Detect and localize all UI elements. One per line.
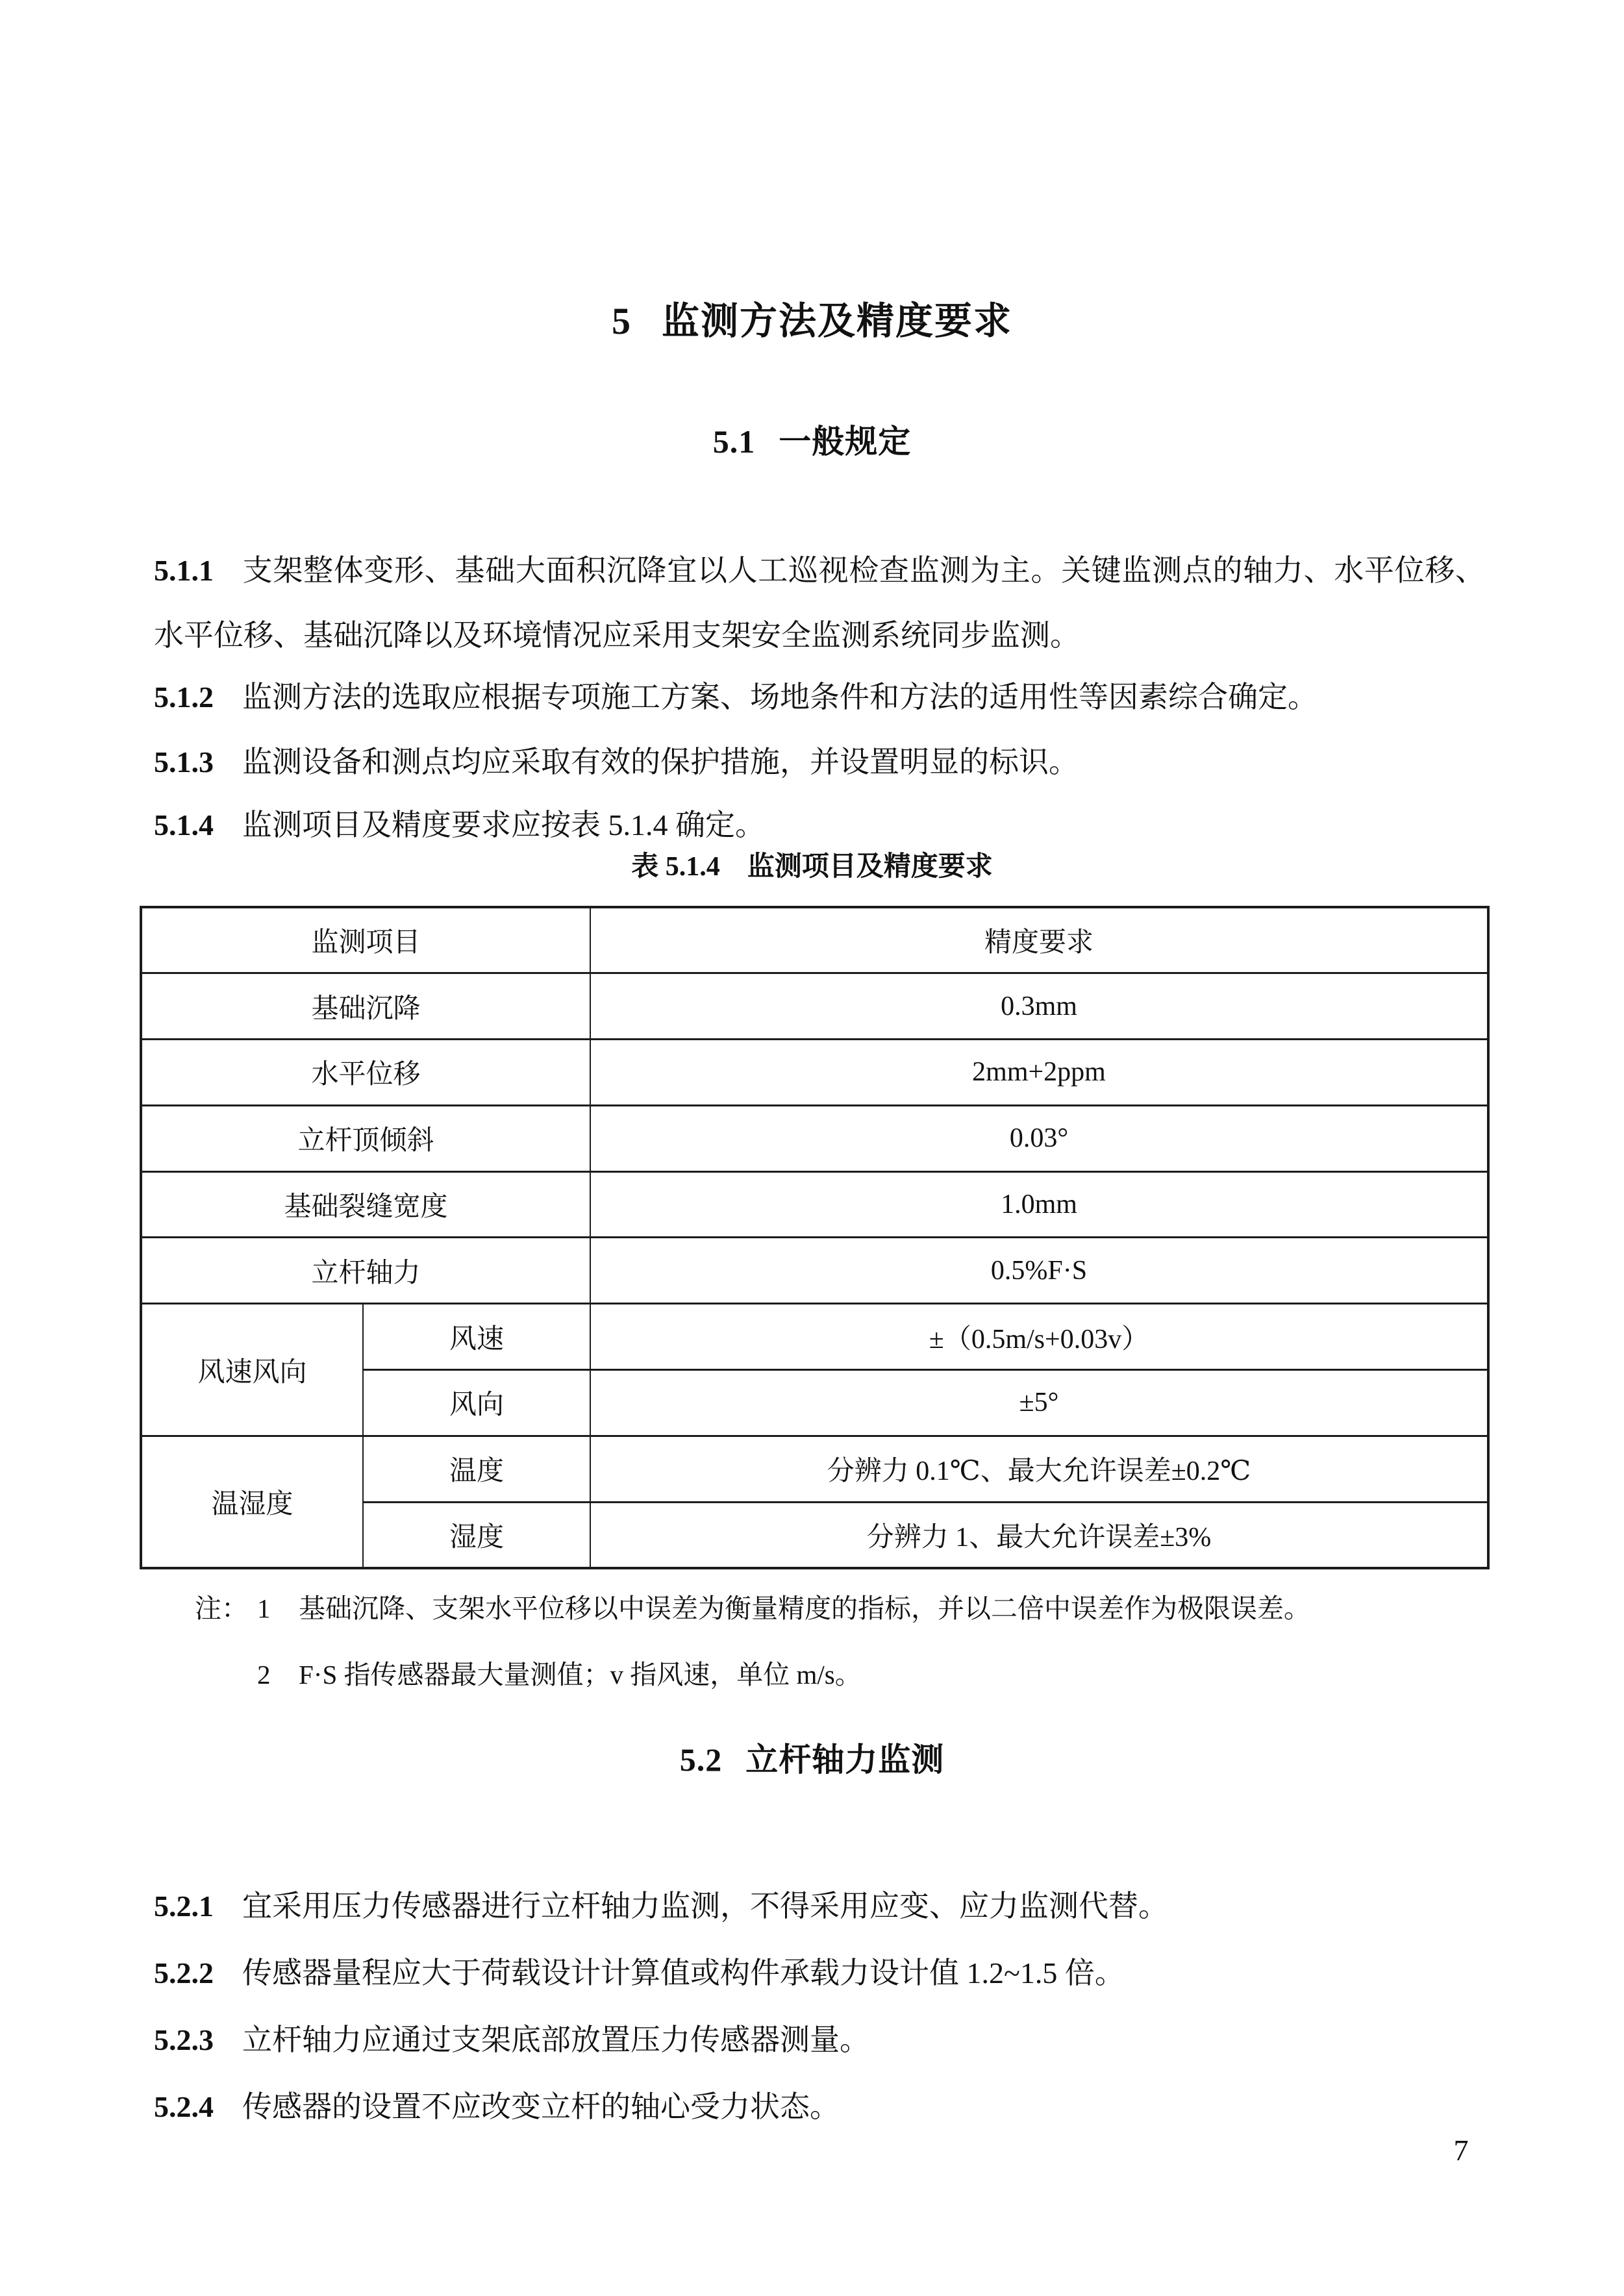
note-label: 注：: [195, 1593, 248, 1623]
table-caption: 表 5.1.4 监测项目及精度要求: [631, 852, 993, 882]
group-label-temp-humidity: 温湿度: [141, 1436, 363, 1568]
clause-5-1-1-number: 5.1.1: [154, 554, 214, 587]
row-requirement: 1.0mm: [590, 1171, 1488, 1238]
section-5-1-number: 5.1: [712, 423, 756, 460]
section-5-2-title: 立杆轴力监测: [745, 1741, 945, 1778]
clause-5-2-4-text: 传感器的设置不应改变立杆的轴心受力状态。: [242, 2090, 840, 2123]
table-row: [141, 1171, 1488, 1238]
row-item: 水平位移: [141, 1040, 590, 1106]
table-row: [141, 1304, 1488, 1370]
clause-5-1-3-text: 监测设备和测点均应采取有效的保护措施，并设置明显的标识。: [242, 745, 1079, 779]
subrow-item: 风向: [363, 1370, 590, 1436]
chapter-number: 5: [611, 300, 632, 342]
subrow-item: 风速: [363, 1304, 590, 1370]
section-heading-5-1: [0, 419, 1624, 464]
row-item: 基础沉降: [141, 973, 590, 1040]
note-2-number: 2: [257, 1660, 271, 1690]
table-note-2: [195, 1655, 1487, 1694]
clause-5-2-1-text: 宜采用压力传感器进行立杆轴力监测，不得采用应变、应力监测代替。: [242, 1890, 1168, 1923]
table-header-row: [141, 907, 1488, 973]
clause-5-2-4-number: 5.2.4: [154, 2090, 214, 2123]
row-requirement: 0.3mm: [590, 973, 1488, 1040]
header-cell-requirement: 精度要求: [590, 907, 1488, 973]
clause-5-1-1-text: 支架整体变形、基础大面积沉降宜以人工巡视检查监测为主。关键监测点的轴力、水平位移、水平位移、基础沉降以及环境情况应采用支架安全监测系统同步监测。: [154, 554, 1485, 652]
table-row: [141, 1105, 1488, 1171]
clause-5-1-1: [154, 538, 1485, 668]
note-2-text: F·S 指传感器最大量测值；v 指风速，单位 m/s。: [299, 1660, 862, 1690]
table-row: [141, 1436, 1488, 1502]
group-label-wind: 风速风向: [141, 1304, 363, 1436]
subrow-item: 温度: [363, 1436, 590, 1502]
note-1-text: 基础沉降、支架水平位移以中误差为衡量精度的指标，并以二倍中误差作为极限误差。: [299, 1593, 1310, 1623]
row-item: 立杆顶倾斜: [141, 1105, 590, 1171]
clause-5-1-4-text: 监测项目及精度要求应按表 5.1.4 确定。: [242, 808, 765, 842]
row-item: 立杆轴力: [141, 1238, 590, 1304]
section-5-1-title: 一般规定: [779, 423, 912, 460]
header-cell-item: 监测项目: [141, 907, 590, 973]
table-note-1: [195, 1589, 1487, 1628]
row-requirement: 2mm+2ppm: [590, 1040, 1488, 1106]
precision-requirements-table: [140, 906, 1490, 1569]
row-requirement: 0.03°: [590, 1105, 1488, 1171]
clause-5-2-2: [154, 1941, 1485, 2006]
chapter-title-text: 监测方法及精度要求: [661, 300, 1012, 342]
table-row: [141, 1238, 1488, 1304]
clause-5-1-2-text: 监测方法的选取应根据专项施工方案、场地条件和方法的适用性等因素综合确定。: [242, 680, 1318, 714]
clause-5-1-3: [154, 730, 1485, 795]
clause-5-2-3-text: 立杆轴力应通过支架底部放置压力传感器测量。: [242, 2023, 869, 2056]
clause-5-1-2-number: 5.1.2: [154, 680, 214, 714]
subrow-requirement: 分辨力 1、最大允许误差±3%: [590, 1502, 1488, 1568]
clause-5-1-4-number: 5.1.4: [154, 808, 214, 842]
table-row: [141, 1040, 1488, 1106]
clause-5-2-4: [154, 2075, 1485, 2140]
clause-5-2-1: [154, 1874, 1485, 1939]
row-requirement: 0.5%F·S: [590, 1238, 1488, 1304]
clause-5-2-2-number: 5.2.2: [154, 1956, 214, 1990]
clause-5-2-3-number: 5.2.3: [154, 2023, 214, 2056]
clause-5-2-1-number: 5.2.1: [154, 1890, 214, 1923]
subrow-requirement: ±（0.5m/s+0.03v）: [590, 1304, 1488, 1370]
note-1-number: 1: [257, 1593, 271, 1623]
row-item: 基础裂缝宽度: [141, 1171, 590, 1238]
page-number: 7: [1453, 2134, 1469, 2167]
subrow-requirement: ±5°: [590, 1370, 1488, 1436]
chapter-title: [0, 295, 1624, 347]
section-5-2-number: 5.2: [679, 1741, 723, 1778]
table-row: [141, 973, 1488, 1040]
subrow-requirement: 分辨力 0.1℃、最大允许误差±0.2℃: [590, 1436, 1488, 1502]
section-heading-5-2: [0, 1737, 1624, 1782]
clause-5-1-2: [154, 665, 1485, 730]
clause-5-1-3-number: 5.1.3: [154, 745, 214, 779]
clause-5-2-2-text: 传感器量程应大于荷载设计计算值或构件承载力设计值 1.2~1.5 倍。: [242, 1956, 1125, 1990]
subrow-item: 湿度: [363, 1502, 590, 1568]
clause-5-2-3: [154, 2008, 1485, 2073]
